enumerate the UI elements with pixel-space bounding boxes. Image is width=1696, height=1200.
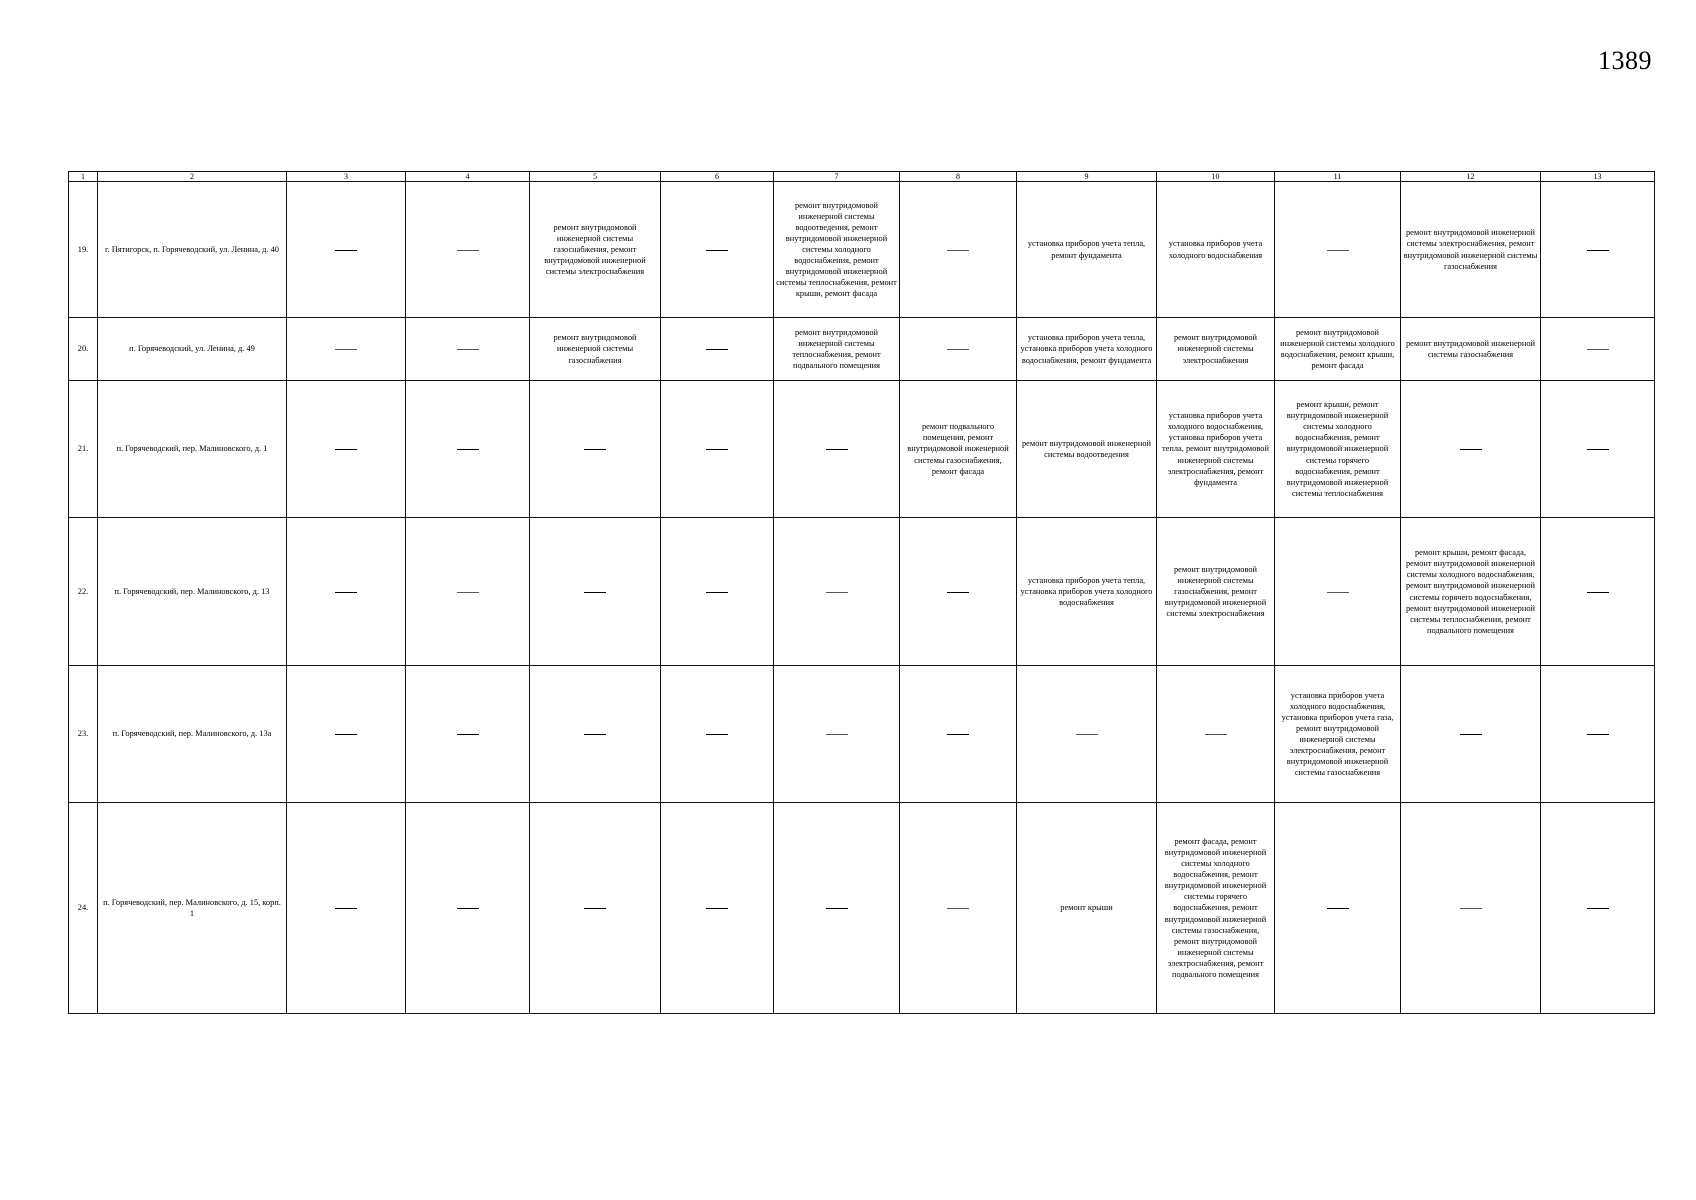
empty-cell: [406, 518, 530, 666]
empty-cell: [1541, 518, 1655, 666]
table-row: [69, 518, 1655, 666]
work-cell: ремонт внутридомовой инженерной системы электроснабжения: [1157, 318, 1275, 381]
work-cell: ремонт крыши, ремонт внутридомовой инженерной системы холодного водоснабжения, ремонт внутридомовой инженерной системы горячего водоснабжения, ремонт внутридомовой инженерной системы теплоснабжения: [1275, 381, 1401, 518]
empty-cell: [406, 318, 530, 381]
dash-mark: [457, 908, 479, 909]
dash-mark: [584, 734, 606, 735]
dash-mark: [1587, 449, 1609, 450]
dash-mark: [1076, 734, 1098, 735]
empty-cell: [661, 803, 774, 1014]
empty-cell: [900, 182, 1017, 318]
empty-cell: [1275, 182, 1401, 318]
column-header: 6: [661, 172, 774, 182]
work-cell: ремонт крыши: [1017, 803, 1157, 1014]
dash-mark: [457, 250, 479, 251]
dash-mark: [706, 734, 728, 735]
address-cell: п. Горячеводский, пер. Малиновского, д. 1: [98, 381, 287, 518]
work-cell: ремонт внутридомовой инженерной системы водоотведения: [1017, 381, 1157, 518]
dash-mark: [1460, 449, 1482, 450]
work-cell: ремонт внутридомовой инженерной системы электроснабжения, ремонт внутридомовой инженерной системы газоснабжения: [1401, 182, 1541, 318]
dash-mark: [1460, 734, 1482, 735]
empty-cell: [1541, 666, 1655, 803]
dash-mark: [1587, 349, 1609, 350]
dash-mark: [335, 250, 357, 251]
table-row: [69, 182, 1655, 318]
empty-cell: [1157, 666, 1275, 803]
empty-cell: [661, 182, 774, 318]
empty-cell: [1541, 803, 1655, 1014]
empty-cell: [530, 518, 661, 666]
dash-mark: [706, 449, 728, 450]
empty-cell: [1541, 182, 1655, 318]
empty-cell: [406, 666, 530, 803]
column-header: 12: [1401, 172, 1541, 182]
dash-mark: [335, 449, 357, 450]
work-cell: ремонт крыши, ремонт фасада, ремонт внутридомовой инженерной системы холодного водоснабжения, ремонт внутридомовой инженерной системы горячего водоснабжения, ремонт внутридомовой инженерной системы теплоснабжения, ремонт подвального помещения: [1401, 518, 1541, 666]
empty-cell: [774, 803, 900, 1014]
column-header: 8: [900, 172, 1017, 182]
work-cell: установка приборов учета холодного водоснабжения, установка приборов учета газа, ремонт внутридомовой инженерной системы электроснабжения, ремонт внутридомовой инженерной системы газоснабжения: [1275, 666, 1401, 803]
table-row: [69, 318, 1655, 381]
address-cell: п. Горячеводский, пер. Малиновского, д. 15, корп. 1: [98, 803, 287, 1014]
column-header: 3: [287, 172, 406, 182]
empty-cell: [774, 518, 900, 666]
empty-cell: [406, 803, 530, 1014]
column-header: 5: [530, 172, 661, 182]
dash-mark: [584, 908, 606, 909]
dash-mark: [457, 734, 479, 735]
dash-mark: [826, 449, 848, 450]
row-number: 21.: [69, 381, 98, 518]
dash-mark: [335, 349, 357, 350]
empty-cell: [900, 803, 1017, 1014]
work-cell: установка приборов учета тепла, установка приборов учета холодного водоснабжения, ремонт фундамента: [1017, 318, 1157, 381]
empty-cell: [287, 381, 406, 518]
address-cell: г. Пятигорск, п. Горячеводский, ул. Ленина, д. 40: [98, 182, 287, 318]
empty-cell: [287, 518, 406, 666]
empty-cell: [1401, 666, 1541, 803]
empty-cell: [287, 318, 406, 381]
dash-mark: [826, 908, 848, 909]
dash-mark: [947, 734, 969, 735]
work-cell: ремонт внутридомовой инженерной системы газоснабжения, ремонт внутридомовой инженерной системы электроснабжения: [1157, 518, 1275, 666]
empty-cell: [287, 182, 406, 318]
empty-cell: [1401, 803, 1541, 1014]
work-cell: ремонт внутридомовой инженерной системы водоотведения, ремонт внутридомовой инженерной системы холодного водоснабжения, ремонт внутридомовой инженерной системы теплоснабжения, ремонт крыши, ремонт фасада: [774, 182, 900, 318]
empty-cell: [661, 318, 774, 381]
row-number: 19.: [69, 182, 98, 318]
column-number-row: [69, 172, 1655, 182]
empty-cell: [900, 666, 1017, 803]
address-cell: п. Горячеводский, ул. Ленина, д. 49: [98, 318, 287, 381]
dash-mark: [335, 592, 357, 593]
dash-mark: [457, 449, 479, 450]
empty-cell: [900, 518, 1017, 666]
table-row: [69, 381, 1655, 518]
work-cell: ремонт фасада, ремонт внутридомовой инженерной системы холодного водоснабжения, ремонт внутридомовой инженерной системы горячего водоснабжения, ремонт внутридомовой инженерной системы газоснабжения, ремонт внутридомовой инженерной системы электроснабжения, ремонт подвального помещения: [1157, 803, 1275, 1014]
dash-mark: [1327, 592, 1349, 593]
empty-cell: [1275, 803, 1401, 1014]
row-number: 22.: [69, 518, 98, 666]
empty-cell: [900, 318, 1017, 381]
empty-cell: [774, 666, 900, 803]
table-row: [69, 666, 1655, 803]
column-header: 11: [1275, 172, 1401, 182]
empty-cell: [406, 182, 530, 318]
column-header: 9: [1017, 172, 1157, 182]
dash-mark: [584, 449, 606, 450]
empty-cell: [661, 381, 774, 518]
empty-cell: [287, 803, 406, 1014]
empty-cell: [1541, 381, 1655, 518]
work-cell: ремонт внутридомовой инженерной системы газоснабжения: [1401, 318, 1541, 381]
address-cell: п. Горячеводский, пер. Малиновского, д. 13: [98, 518, 287, 666]
column-header: 2: [98, 172, 287, 182]
work-cell: установка приборов учета холодного водоснабжения, установка приборов учета тепла, ремонт внутридомовой инженерной системы электроснабжения, ремонт фундамента: [1157, 381, 1275, 518]
empty-cell: [661, 518, 774, 666]
dash-mark: [1587, 734, 1609, 735]
dash-mark: [826, 592, 848, 593]
empty-cell: [530, 381, 661, 518]
empty-cell: [1275, 518, 1401, 666]
dash-mark: [1587, 592, 1609, 593]
work-cell: ремонт внутридомовой инженерной системы холодного водоснабжения, ремонт крыши, ремонт фасада: [1275, 318, 1401, 381]
row-number: 20.: [69, 318, 98, 381]
column-header: 1: [69, 172, 98, 182]
dash-mark: [1327, 250, 1349, 251]
work-cell: ремонт внутридомовой инженерной системы газоснабжения, ремонт внутридомовой инженерной системы электроснабжения: [530, 182, 661, 318]
dash-mark: [706, 592, 728, 593]
dash-mark: [584, 592, 606, 593]
empty-cell: [287, 666, 406, 803]
dash-mark: [1205, 734, 1227, 735]
dash-mark: [947, 349, 969, 350]
work-cell: ремонт подвального помещения, ремонт внутридомовой инженерной системы газоснабжения, ремонт фасада: [900, 381, 1017, 518]
dash-mark: [457, 592, 479, 593]
table-row: [69, 803, 1655, 1014]
empty-cell: [1017, 666, 1157, 803]
row-number: 23.: [69, 666, 98, 803]
dash-mark: [947, 250, 969, 251]
empty-cell: [774, 381, 900, 518]
work-cell: ремонт внутридомовой инженерной системы газоснабжения: [530, 318, 661, 381]
dash-mark: [1460, 908, 1482, 909]
empty-cell: [661, 666, 774, 803]
dash-mark: [457, 349, 479, 350]
empty-cell: [530, 803, 661, 1014]
empty-cell: [406, 381, 530, 518]
dash-mark: [706, 250, 728, 251]
dash-mark: [1327, 908, 1349, 909]
empty-cell: [1401, 381, 1541, 518]
dash-mark: [947, 908, 969, 909]
repair-schedule-table: [68, 171, 1655, 1014]
work-cell: установка приборов учета тепла, установка приборов учета холодного водоснабжения: [1017, 518, 1157, 666]
column-header: 10: [1157, 172, 1275, 182]
empty-cell: [1541, 318, 1655, 381]
work-cell: ремонт внутридомовой инженерной системы теплоснабжения, ремонт подвального помещения: [774, 318, 900, 381]
page-number: 1389: [1598, 46, 1652, 75]
dash-mark: [1587, 908, 1609, 909]
dash-mark: [706, 908, 728, 909]
dash-mark: [947, 592, 969, 593]
address-cell: п. Горячеводский, пер. Малиновского, д. 13а: [98, 666, 287, 803]
work-cell: установка приборов учета холодного водоснабжения: [1157, 182, 1275, 318]
column-header: 4: [406, 172, 530, 182]
row-number: 24.: [69, 803, 98, 1014]
dash-mark: [335, 908, 357, 909]
dash-mark: [706, 349, 728, 350]
dash-mark: [1587, 250, 1609, 251]
dash-mark: [826, 734, 848, 735]
column-header: 7: [774, 172, 900, 182]
work-cell: установка приборов учета тепла, ремонт фундамента: [1017, 182, 1157, 318]
empty-cell: [530, 666, 661, 803]
column-header: 13: [1541, 172, 1655, 182]
dash-mark: [335, 734, 357, 735]
